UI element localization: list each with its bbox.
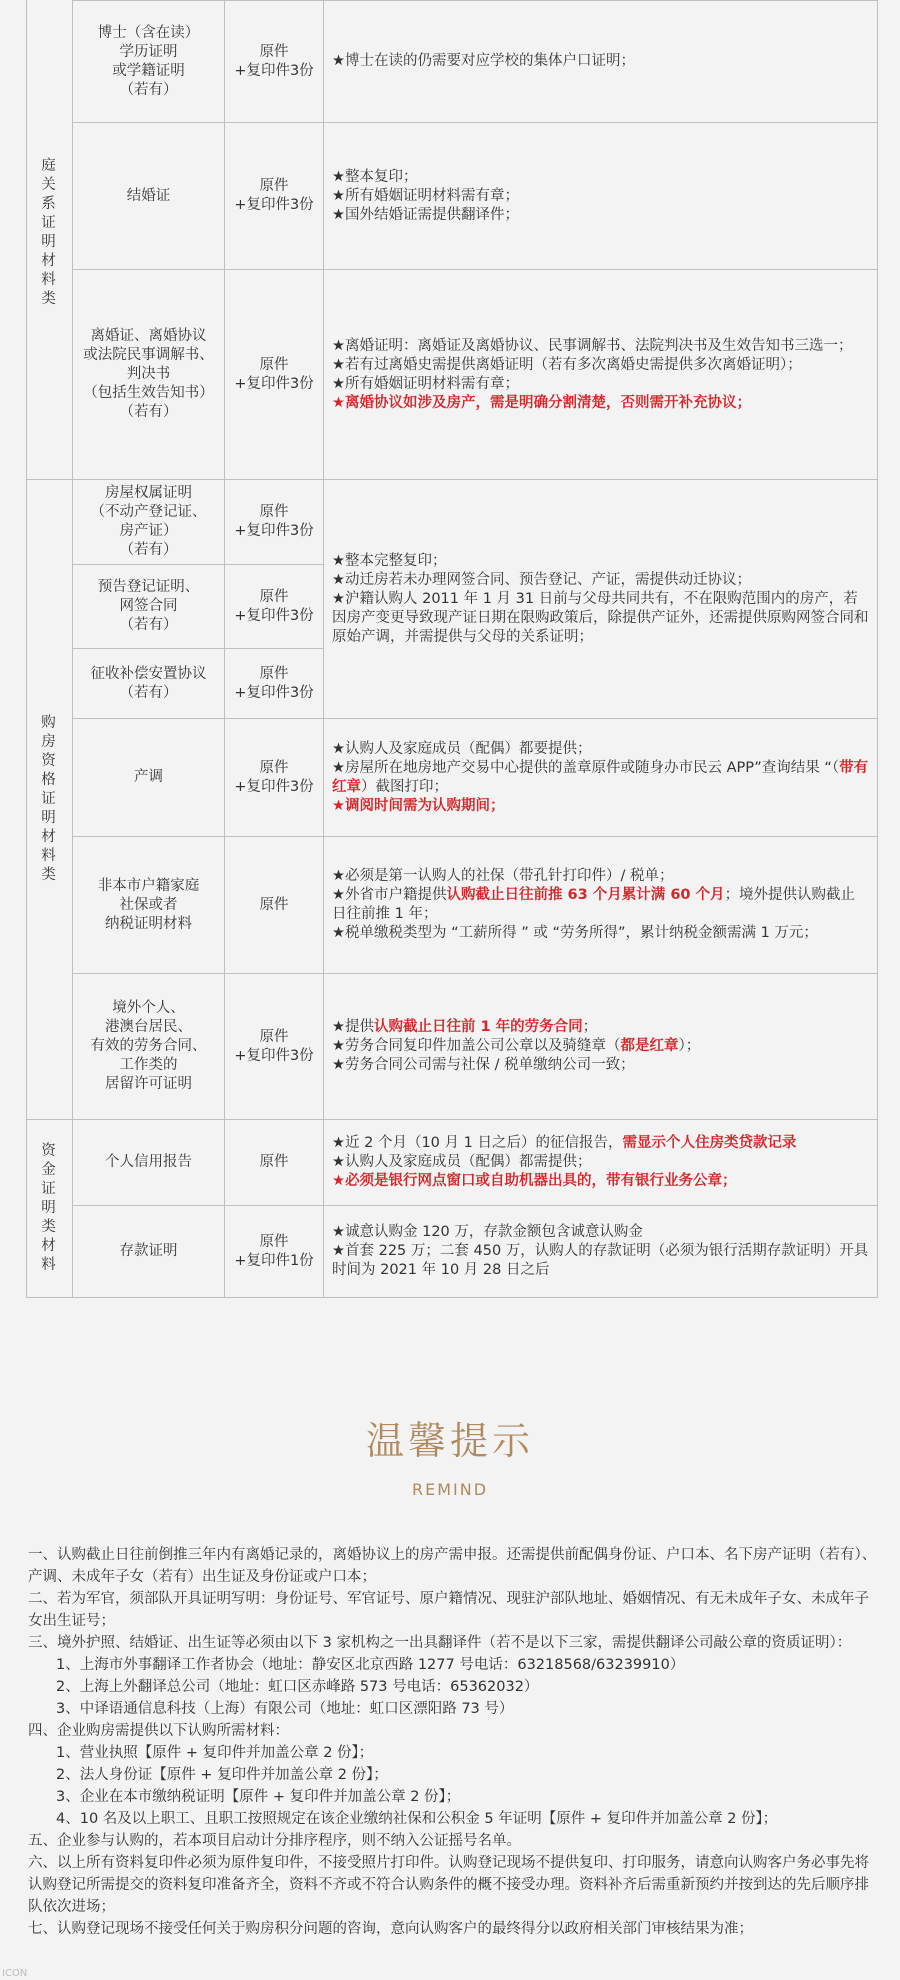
note-line — [332, 187, 869, 206]
doc-notes — [324, 480, 878, 719]
doc-copies: 原件 +复印件3份 — [225, 123, 324, 270]
doc-copies: 原件 +复印件3份 — [225, 719, 324, 837]
note-highlight: 认购截止日往前推 63 个月累计满 60 个月 — [446, 887, 725, 903]
table-row — [27, 719, 878, 837]
note-line — [332, 1242, 869, 1280]
note-line — [332, 1037, 869, 1056]
remind-subtitle: REMIND — [411, 1480, 489, 1499]
doc-name: 博士（含在读） 学历证明 或学籍证明 （若有） — [73, 1, 225, 123]
note-text: ★动迁房若未办理网签合同、预告登记、产证，需提供动迁协议； — [332, 571, 751, 588]
doc-notes — [324, 837, 878, 974]
note-text: ★房屋所在地房地产交易中心提供的盖章原件或随身办市民云 APP”查询结果 “（ — [332, 759, 840, 776]
note-text: ★提供 — [332, 1019, 374, 1035]
note-text: ★调阅时间需为认购期间； — [332, 797, 505, 814]
note-line — [332, 52, 869, 71]
doc-copies: 原件 +复印件3份 — [225, 480, 324, 565]
remind-title: 温馨提示 — [365, 1419, 534, 1463]
note-highlight: 认购截止日往前 1 年的劳务合同 — [374, 1019, 583, 1035]
note-line — [332, 759, 869, 797]
note-text: ★所有婚姻证明材料需有章； — [332, 375, 519, 392]
note-line — [332, 1056, 869, 1075]
note-line — [332, 740, 869, 759]
note-line — [332, 356, 869, 375]
note-text: ★离婚协议如涉及房产，需是明确分割清楚，否则需开补充协议； — [332, 394, 751, 411]
note-text: ★首套 225 万；二套 450 万，认购人的存款证明（必须为银行活期存款证明）开具时间为 2021 年 10 月 28 日之后 — [332, 1243, 869, 1278]
requirements-table — [26, 0, 878, 1298]
doc-notes — [324, 974, 878, 1120]
note-text: ★诚意认购金 120 万，存款金额包含诚意认购金 — [332, 1224, 643, 1240]
table-row — [27, 1120, 878, 1206]
doc-notes — [324, 1120, 878, 1206]
note-line — [332, 337, 869, 356]
table-row — [27, 1, 878, 123]
remind-line: 4、10 名及以上职工、且职工按照规定在该企业缴纳社保和公积金 5 年证明【原件 + 复印件并加盖公章 2 份】； — [56, 1811, 778, 1827]
note-text: ★必须是银行网点窗口或自助机器出具的，带有银行业务公章； — [332, 1173, 737, 1189]
doc-copies: 原件 +复印件3份 — [225, 565, 324, 649]
table-row — [27, 1206, 878, 1298]
note-text: ★必须是第一认购人的社保（带孔针打印件）/ 税单； — [332, 868, 674, 884]
doc-notes — [324, 1206, 878, 1298]
doc-name: 结婚证 — [73, 123, 225, 270]
note-text: ★外省市户籍提供 — [332, 887, 447, 903]
note-line — [332, 1172, 869, 1191]
doc-copies: 原件 +复印件3份 — [225, 270, 324, 480]
doc-notes — [324, 270, 878, 480]
note-line — [332, 552, 869, 571]
note-text: ★认购人及家庭成员（配偶）都要提供； — [332, 740, 592, 757]
note-text: ★税单缴税类型为 “工薪所得 ” 或 “劳务所得”，累计纳税金额需满 1 万元； — [332, 925, 818, 941]
note-line — [332, 924, 869, 943]
note-text: ★博士在读的仍需要对应学校的集体户口证明； — [332, 53, 635, 69]
remind-line: 2、上海上外翻译总公司（地址：虹口区赤峰路 573 号电话：65362032） — [56, 1679, 539, 1695]
note-text: ★若有过离婚史需提供离婚证明（若有多次离婚史需提供多次离婚证明）； — [332, 356, 802, 373]
note-text: ）截图打印； — [361, 778, 448, 795]
table-row — [27, 480, 878, 565]
note-line — [332, 1223, 869, 1242]
table-row — [27, 270, 878, 480]
note-text: ★所有婚姻证明材料需有章； — [332, 187, 519, 204]
category-purchase: 购房资格证明材料类 — [27, 480, 73, 1120]
remind-line: 1、上海市外事翻译工作者协会（地址：静安区北京西路 1277 号电话：63218568/63239910） — [56, 1657, 685, 1673]
remind-line: 七、认购登记现场不接受任何关于购房积分问题的咨询，意向认购客户的最终得分以政府相关部门审核结果为准； — [28, 1921, 753, 1937]
remind-line: 六、以上所有资料复印件必须为原件复印件，不接受照片打印件。认购登记现场不提供复印、打印服务，请意向认购客户务必事先将认购登记所需提交的资料复印准备齐全，资料不齐或不符合认购条件的概不接受办理。资料补齐后需重新预约并按到达的先后顺序排队依次进场； — [28, 1855, 869, 1915]
note-text: ）； — [678, 1038, 701, 1054]
note-line — [332, 571, 869, 590]
note-text: ；境外提供认购截止日往前推 1 年； — [332, 887, 856, 922]
remind-line: 3、中译语通信息科技（上海）有限公司（地址：虹口区漂阳路 73 号） — [56, 1701, 514, 1717]
remind-line: 一、认购截止日往前倒推三年内有离婚记录的，离婚协议上的房产需申报。还需提供前配偶身份证、户口本、名下房产证明（若有）、产调、未成年子女（若有）出生证及身份证或户口本； — [28, 1547, 877, 1585]
doc-name: 境外个人、 港澳台居民、 有效的劳务合同、 工作类的 居留许可证明 — [73, 974, 225, 1120]
doc-copies: 原件 — [225, 837, 324, 974]
doc-name: 产调 — [73, 719, 225, 837]
remind-line: 四、企业购房需提供以下认购所需材料： — [28, 1723, 289, 1739]
doc-copies: 原件 +复印件3份 — [225, 1, 324, 123]
remind-body — [28, 1544, 878, 1940]
remind-line: 2、法人身份证【原件 + 复印件并加盖公章 2 份】； — [56, 1767, 388, 1783]
note-text: ★劳务合同公司需与社保 / 税单缴纳公司一致； — [332, 1057, 635, 1073]
note-text: ； — [582, 1019, 598, 1035]
doc-name: 征收补偿安置协议 （若有） — [73, 649, 225, 719]
note-text: ★整本复印； — [332, 168, 418, 185]
note-line — [332, 867, 869, 886]
doc-name: 预告登记证明、 网签合同 （若有） — [73, 565, 225, 649]
note-line — [332, 1018, 869, 1037]
table-row — [27, 123, 878, 270]
remind-line: 3、企业在本市缴纳税证明【原件 + 复印件并加盖公章 2 份】； — [56, 1789, 461, 1805]
note-text: ★劳务合同复印件加盖公司公章以及骑缝章（ — [332, 1038, 621, 1054]
note-line — [332, 590, 869, 647]
note-text: ★认购人及家庭成员（配偶）都需提供； — [332, 1154, 592, 1170]
doc-copies: 原件 +复印件1份 — [225, 1206, 324, 1298]
note-highlight: 都是红章 — [620, 1038, 679, 1054]
doc-name: 离婚证、离婚协议 或法院民事调解书、 判决书 （包括生效告知书） （若有） — [73, 270, 225, 480]
note-line — [332, 168, 869, 187]
note-line — [332, 394, 869, 413]
category-family: 庭关系证明材料类 — [27, 0, 73, 480]
note-line — [332, 886, 869, 924]
note-text: ★国外结婚证需提供翻译件； — [332, 206, 519, 223]
remind-line: 三、境外护照、结婚证、出生证等必须由以下 3 家机构之一出具翻译件（若不是以下三家，需提供翻译公司敲公章的资质证明）： — [28, 1635, 852, 1651]
note-highlight: 需显示个人住房类贷款记录 — [622, 1135, 797, 1151]
note-line — [332, 206, 869, 225]
remind-line: 1、营业执照【原件 + 复印件并加盖公章 2 份】； — [56, 1745, 374, 1761]
note-line — [332, 1153, 869, 1172]
note-line — [332, 1134, 869, 1153]
doc-copies: 原件 +复印件3份 — [225, 974, 324, 1120]
note-text: ★整本完整复印； — [332, 552, 447, 569]
remind-line: 二、若为军官，须部队开具证明写明：身份证号、军官证号、原户籍情况、现驻沪部队地址、婚姻情况、有无未成年子女、未成年子女出生证号； — [28, 1591, 869, 1629]
doc-notes — [324, 1, 878, 123]
doc-notes — [324, 719, 878, 837]
doc-copies: 原件 — [225, 1120, 324, 1206]
note-highlight: 带有红章 — [332, 759, 869, 795]
note-line — [332, 797, 869, 816]
doc-name: 存款证明 — [73, 1206, 225, 1298]
note-text: ★近 2 个月（10 月 1 日之后）的征信报告， — [332, 1135, 623, 1151]
doc-copies: 原件 +复印件3份 — [225, 649, 324, 719]
table-row — [27, 837, 878, 974]
doc-name: 个人信用报告 — [73, 1120, 225, 1206]
watermark-logo: ICON — [2, 1968, 28, 1979]
category-funds: 资金证明类材料 — [27, 1120, 73, 1298]
doc-name: 非本市户籍家庭 社保或者 纳税证明材料 — [73, 837, 225, 974]
note-line — [332, 375, 869, 394]
note-text: ★沪籍认购人 2011 年 1 月 31 日前与父母共同共有，不在限购范围内的房产，若因房产变更导致现产证日期在限购政策后，除提供产证外，还需提供原购网签合同和原始产调，并需提供与父母的关系证明； — [332, 590, 869, 645]
doc-name: 房屋权属证明 （不动产登记证、 房产证） （若有） — [73, 480, 225, 565]
doc-notes — [324, 123, 878, 270]
note-text: ★离婚证明：离婚证及离婚协议、民事调解书、法院判决书及生效告知书三选一； — [332, 337, 853, 354]
remind-line: 五、企业参与认购的，若本项目启动计分排序程序，则不纳入公证摇号名单。 — [28, 1833, 521, 1849]
table-row — [27, 974, 878, 1120]
